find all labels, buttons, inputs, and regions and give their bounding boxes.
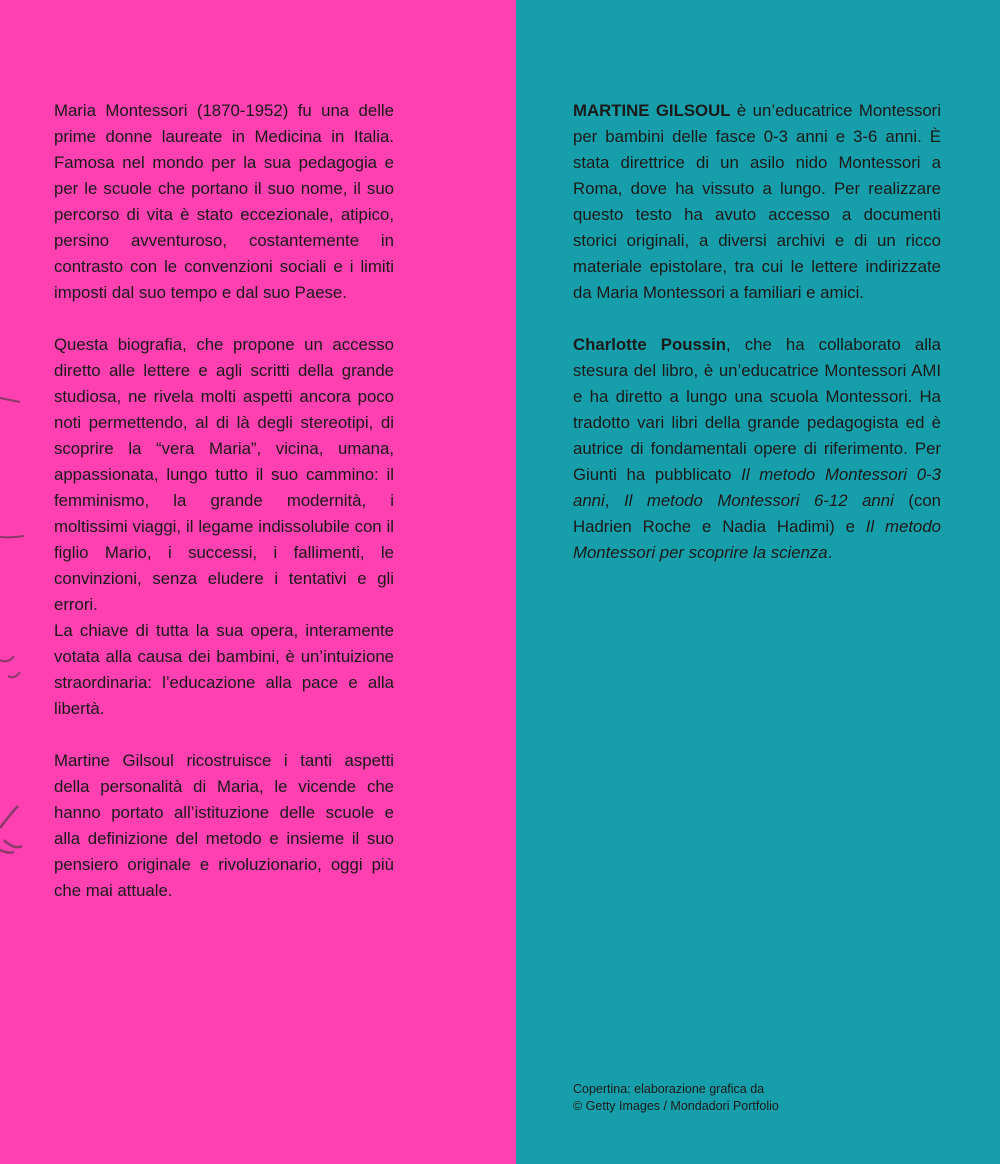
book-title: Il metodo Montessori per scoprire la scienza	[573, 517, 941, 562]
author-bio-text: (con Hadrien Roche e Nadia Hadimi) e	[573, 491, 942, 536]
book-title: Il metodo Montessori 6-12 anni	[623, 491, 894, 510]
right-panel	[516, 0, 1000, 1164]
description-paragraph: La chiave di tutta la sua opera, interamente votata alla causa dei bambini, è un’intuizione straordinaria: l’educazione alla pace e alla libertà.	[54, 621, 394, 718]
doodle-stroke	[8, 672, 20, 677]
credits-line: © Getty Images / Mondadori Portfolio	[573, 1099, 779, 1113]
decorative-doodles	[0, 0, 60, 1164]
doodle-stroke	[0, 656, 14, 661]
author-name: Charlotte Poussin	[573, 335, 727, 354]
doodle-stroke	[0, 398, 20, 402]
separator-text: ,	[604, 491, 624, 510]
book-title: Il metodo Montessori 0-3 anni	[573, 465, 941, 510]
author-bio-poussin	[573, 332, 941, 566]
cover-credits	[573, 1081, 779, 1115]
description-paragraph: Maria Montessori (1870-1952) fu una delle prime donne laureate in Medicina in Italia. Famosa nel mondo per la sua pedagogia e per le scuole che portano il suo nome, il suo percorso di vita è stato eccezionale, atipico, persino avventuroso, costantemente in contrasto con le convenzioni sociali e i limiti imposti dal suo tempo e dal suo Paese.	[54, 101, 394, 302]
author-name: MARTINE GILSOUL	[573, 101, 731, 120]
doodle-stroke	[0, 806, 22, 853]
description-paragraph: Questa biografia, che propone un accesso diretto alle lettere e agli scritti della grande studiosa, ne rivela molti aspetti ancora poco noti permettendo, al di là degli stereotipi, di scoprire la “vera Maria”, vicina, umana, appassionata, lungo tutto il suo cammino: il femminismo, la grande modernità, i moltissimi viaggi, il legame indissolubile con il figlio Mario, i successi, i fallimenti, le convinzioni, senza eludere i tentativi e gli errori.	[54, 335, 394, 614]
author-bio-text: è un’educatrice Montessori per bambini delle fasce 0-3 anni e 3-6 anni. È stata direttrice di un asilo nido Montessori a Roma, dove ha vissuto a lungo. Per realizzare questo testo ha avuto accesso a documenti storici originali, a diversi archivi e di un ricco materiale epistolare, tra cui le lettere indirizzate da Maria Montessori a familiari e amici.	[573, 101, 941, 302]
book-description	[54, 98, 394, 904]
author-bio-gilsoul	[573, 98, 941, 306]
doodle-stroke	[0, 536, 24, 537]
author-bios	[573, 98, 941, 566]
credits-line: Copertina: elaborazione grafica da	[573, 1082, 765, 1096]
period-text: .	[827, 543, 833, 562]
author-bio-text: , che ha collaborato alla stesura del libro, è un’educatrice Montessori AMI e ha diretto a lungo una scuola Montessori. Ha tradotto vari libri della grande pedagogista ed è autrice di fondamentali opere di riferimento. Per Giunti ha pubblicato	[573, 335, 941, 484]
description-paragraph: Martine Gilsoul ricostruisce i tanti aspetti della personalità di Maria, le vicende che hanno portato all’istituzione delle scuole e alla definizione del metodo e insieme il suo pensiero originale e rivoluzionario, oggi più che mai attuale.	[54, 751, 394, 900]
